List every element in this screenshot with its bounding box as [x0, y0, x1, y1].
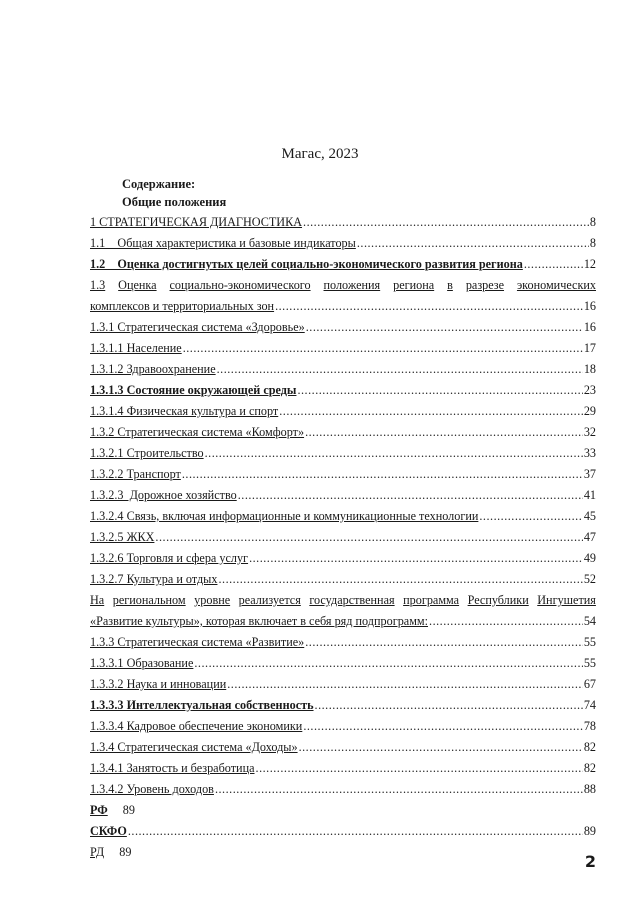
toc-label[interactable]: 1.3.2.2 Транспорт: [90, 467, 181, 481]
toc-page: 55: [583, 656, 596, 670]
toc-entry[interactable]: [90, 548, 596, 569]
toc-entry[interactable]: [90, 317, 596, 338]
toc-page: 82: [583, 740, 596, 754]
toc-page: 8: [589, 215, 596, 229]
toc-label[interactable]: 1.3.3 Стратегическая система «Развитие»: [90, 635, 305, 649]
toc-page: 88: [583, 782, 596, 796]
toc-label[interactable]: 1.3.2.5 ЖКХ: [90, 530, 155, 544]
toc-page: 55: [583, 635, 596, 649]
toc-page: 89: [583, 824, 596, 838]
toc-page: 89: [122, 803, 135, 817]
toc-label[interactable]: 1.3.2.3 Дорожное хозяйство: [90, 488, 237, 502]
toc-entry-1-2[interactable]: [90, 254, 596, 275]
toc-entry[interactable]: [90, 380, 596, 401]
toc-entry-rd[interactable]: [90, 842, 596, 863]
general-provisions-title: Общие положения: [122, 195, 227, 209]
toc-label[interactable]: 1.3.4 Стратегическая система «Доходы»: [90, 740, 298, 754]
toc-entry[interactable]: [90, 359, 596, 380]
toc-page: 45: [583, 509, 596, 523]
toc-label[interactable]: 1.3.2.6 Торговля и сфера услуг: [90, 551, 249, 565]
toc-entry[interactable]: [90, 506, 596, 527]
toc-page: 16: [583, 299, 596, 313]
toc-entry-1-3-line2[interactable]: [90, 296, 596, 317]
toc-label[interactable]: 1.3.1 Стратегическая система «Здоровье»: [90, 320, 305, 334]
toc-label[interactable]: 1.3.2 Стратегическая система «Комфорт»: [90, 425, 305, 439]
toc-page: 29: [583, 404, 596, 418]
toc-label[interactable]: РД: [90, 845, 105, 859]
toc-entry[interactable]: [90, 674, 596, 695]
table-of-contents: [90, 212, 596, 863]
toc-page: 8: [589, 236, 596, 250]
toc-page: 12: [583, 257, 596, 271]
toc-entry[interactable]: [90, 779, 596, 800]
toc-label[interactable]: 1.3.3.1 Образование: [90, 656, 194, 670]
toc-entry[interactable]: [90, 401, 596, 422]
toc-entry-culture-program-line1[interactable]: На региональном уровне реализуется государственная программа Республики Ингушетия: [90, 593, 596, 607]
toc-page: 82: [583, 761, 596, 775]
toc-label[interactable]: 1.3.1.2 Здравоохранение: [90, 362, 216, 376]
toc-page: 23: [583, 383, 596, 397]
toc-page: 47: [583, 530, 596, 544]
toc-label[interactable]: 1.3.3.3 Интеллектуальная собственность: [90, 698, 314, 712]
toc-entry-skfo[interactable]: [90, 821, 596, 842]
toc-label[interactable]: 1.3.4.1 Занятость и безработица: [90, 761, 255, 775]
toc-entry[interactable]: [90, 653, 596, 674]
toc-entry-rf[interactable]: [90, 800, 596, 821]
toc-label[interactable]: 1.3.2.7 Культура и отдых: [90, 572, 218, 586]
toc-label[interactable]: 1.3.3.4 Кадровое обеспечение экономики: [90, 719, 303, 733]
toc-label[interactable]: 1.1 Общая характеристика и базовые индикаторы: [90, 236, 356, 250]
toc-label[interactable]: 1.3.1.1 Население: [90, 341, 182, 355]
toc-entry[interactable]: [90, 464, 596, 485]
toc-page: 33: [583, 446, 596, 460]
toc-label[interactable]: 1.3.3.2 Наука и инновации: [90, 677, 227, 691]
toc-page: 41: [583, 488, 596, 502]
toc-label[interactable]: 1.3.4.2 Уровень доходов: [90, 782, 214, 796]
toc-page: 78: [583, 719, 596, 733]
toc-entry-1[interactable]: [90, 212, 596, 233]
toc-page: 89: [119, 845, 132, 859]
toc-entry-1-1[interactable]: [90, 233, 596, 254]
toc-page: 74: [583, 698, 596, 712]
toc-page: 18: [583, 362, 596, 376]
toc-entry[interactable]: [90, 443, 596, 464]
toc-entry-1-3-line1[interactable]: 1.3 Оценка социально-экономического положения региона в разрезе экономических: [90, 278, 596, 292]
toc-entry[interactable]: [90, 632, 596, 653]
toc-page: 54: [583, 614, 596, 628]
toc-label[interactable]: «Развитие культуры», которая включает в себя ряд подпрограмм:: [90, 614, 429, 628]
toc-page: 49: [583, 551, 596, 565]
toc-entry[interactable]: [90, 737, 596, 758]
toc-label[interactable]: 1.3.1.3 Состояние окружающей среды: [90, 383, 297, 397]
toc-label[interactable]: 1.3.2.1 Строительство: [90, 446, 204, 460]
toc-page: 52: [583, 572, 596, 586]
toc-page: 67: [583, 677, 596, 691]
toc-entry[interactable]: [90, 695, 596, 716]
toc-entry[interactable]: [90, 716, 596, 737]
toc-label[interactable]: 1.2 Оценка достигнутых целей социально-экономического развития региона: [90, 257, 523, 271]
toc-entry[interactable]: [90, 527, 596, 548]
toc-entry[interactable]: [90, 758, 596, 779]
toc-label[interactable]: 1.3.1.4 Физическая культура и спорт: [90, 404, 279, 418]
toc-page: 37: [583, 467, 596, 481]
toc-label[interactable]: СКФО: [90, 824, 127, 838]
toc-label[interactable]: 1 СТРАТЕГИЧЕСКАЯ ДИАГНОСТИКА: [90, 215, 303, 229]
toc-label[interactable]: РФ: [90, 803, 108, 817]
toc-entry[interactable]: [90, 422, 596, 443]
city-year: Магас, 2023: [281, 146, 359, 162]
toc-entry-culture-program-line2[interactable]: [90, 611, 596, 632]
toc-label[interactable]: комплексов и территориальных зон: [90, 299, 275, 313]
toc-page: 16: [583, 320, 596, 334]
toc-entry[interactable]: [90, 485, 596, 506]
toc-page: 17: [583, 341, 596, 355]
toc-entry[interactable]: [90, 569, 596, 590]
toc-entry[interactable]: [90, 338, 596, 359]
page-number: 2: [584, 852, 596, 871]
toc-label[interactable]: 1.3.2.4 Связь, включая информационные и коммуникационные технологии: [90, 509, 479, 523]
contents-title: Содержание:: [122, 177, 196, 191]
toc-page: 32: [583, 425, 596, 439]
